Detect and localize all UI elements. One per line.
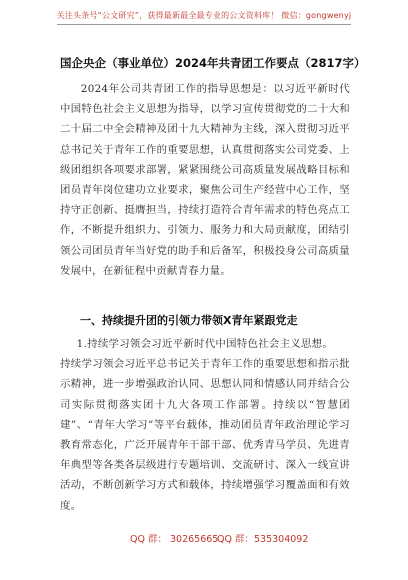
footer-qq-group-2: QQ 群：535304092 bbox=[217, 534, 309, 545]
item-1-body: 持续学习领会习近平总书记关于青年工作的重要思想和指示批示精神，进一步增强政治认同、思想认同和情感认同并结合公司实际贯彻落实团十九大各项工作部署。持续以“智慧团建”、“青年大学习”等平台载体，推动团员青年政治理论学习教育常态化，广泛开展青年干部干部、优秀青马学员、先进青年典型等各类各层级进行专题培训、交流研讨、深入一线宣讲活动，不断创新学习方式和载体，持续增强学习覆盖面和有效度。 bbox=[60, 358, 350, 512]
intro-paragraph: 2024年公司共青团工作的指导思想是：以习近平新时代中国特色社会主义思想为指导，以学习宣传贯彻党的二十大和二十届二中全会精神及团十九大精神为主线，深入贯彻习近平总书记关于青年工作的重要思想，认真贯彻落实公司党委、上级团组织各项要求部署，紧紧围绕公司高质量发展战略目标和团员青年岗位建功立业要求，聚焦公司生产经营中心工作，坚持守正创新、挺膺担当，持续打造符合青年需求的特色亮点工作，不断提升组织力、引领力、服务力和大局贡献度，团结引领公司团员青年当好党的助手和后备军，积极投身公司高质量发展中，在新征程中贡献青春力量。 bbox=[60, 83, 350, 277]
item-1-title: 1.持续学习领会习近平新时代中国特色社会主义思想。 bbox=[76, 338, 334, 350]
item-1-paragraph bbox=[60, 334, 350, 516]
header-divider bbox=[57, 24, 351, 25]
section-heading-1: 一、持续提升团的引领力带领X青年紧跟党走 bbox=[80, 314, 298, 327]
footer-qq-group-1: QQ 群： 30265665 bbox=[130, 534, 219, 545]
header-note: 关注头条号“公文研究”，获得最新最全最专业的公文资料库！ 微信：gongwenyj bbox=[56, 11, 352, 20]
document-title: 国企央企（事业单位）2024年共青团工作要点（2817字） bbox=[60, 56, 366, 70]
